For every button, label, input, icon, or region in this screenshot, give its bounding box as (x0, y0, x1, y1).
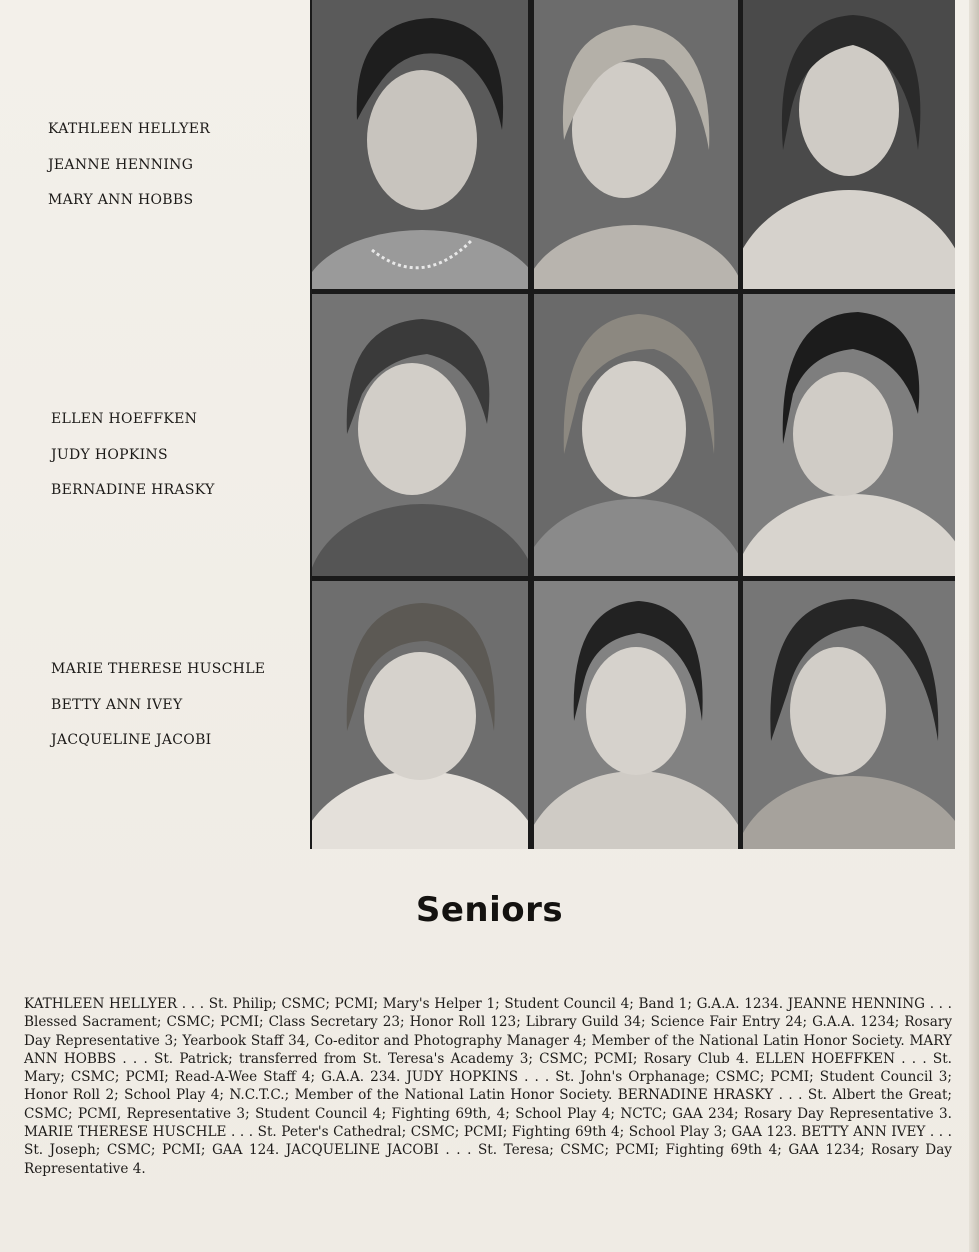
portrait-photo (743, 581, 955, 849)
student-name: BETTY ANN IVEY (51, 696, 183, 713)
page-title: Seniors (415, 890, 564, 930)
portrait-photo (534, 581, 738, 849)
portrait-grid (310, 0, 955, 849)
name-list-row-2 (51, 409, 301, 516)
student-name: BERNADINE HRASKY (51, 482, 215, 498)
portrait-photo (534, 294, 738, 576)
portrait-photo (743, 294, 955, 576)
student-name: KATHLEEN HELLYER (48, 121, 211, 137)
portrait-photo (743, 0, 955, 289)
student-name: MARY ANN HOBBS (48, 192, 194, 208)
page-edge (969, 0, 979, 1252)
senior-biographies: KATHLEEN HELLYER . . . St. Philip; CSMC; PCMI; Mary's Helper 1; Student Council 4; Band 1; G.A.A. 1234. JEANNE HENNING . . . Blessed Sacrament; CSMC; PCMI; Class Secretary 23; Honor Roll 123; Library Guild 34; Science Fair Entry 24; G.A.A. 1234; Rosary Day Representative 3; Yearbook Staff 34, Co-editor and Photography Manager 4; Member of the National Latin Honor Society. MARY ANN HOBBS . . . St. Patrick; transferred from St. Teresa's Academy 3; CSMC; PCMI; Rosary Club 4. ELLEN HOEFFKEN . . . St. Mary; CSMC; PCMI; Read-A-Wee Staff 4; G.A.A. 234. JUDY HOPKINS . . . St. John's Orphanage; CSMC; PCMI; Student Council 3; Honor Roll 2; School Play 4; N.C.T.C.; Member of the National Latin Honor Society. BERNADINE HRASKY . . . St. Albert the Great; CSMC; PCMI, Representative 3; Student Council 4; Fighting 69th, 4; School Play 4; NCTC; GAA 234; Rosary Day Representative 3. MARIE THERESE HUSCHLE . . . St. Peter's Cathedral; CSMC; PCMI; Fighting 69th 4; School Play 3; GAA 123. BETTY ANN IVEY . . . St. Joseph; CSMC; PCMI; GAA 124. JACQUELINE JACOBI . . . St. Teresa; CSMC; PCMI; Fighting 69th 4; GAA 1234; Rosary Day Representative 4. (24, 996, 952, 1177)
name-list-row-1 (48, 119, 298, 226)
portrait-photo (534, 0, 738, 289)
student-name: MARIE THERESE HUSCHLE (51, 661, 266, 677)
portrait-photo (312, 581, 528, 849)
portrait-photo (312, 294, 528, 576)
student-name: ELLEN HOEFFKEN (51, 411, 198, 427)
name-list-row-3 (51, 659, 301, 766)
student-name: JACQUELINE JACOBI (51, 732, 212, 748)
student-name: JUDY HOPKINS (51, 446, 168, 463)
portrait-photo (312, 0, 528, 289)
student-name: JEANNE HENNING (48, 156, 194, 173)
